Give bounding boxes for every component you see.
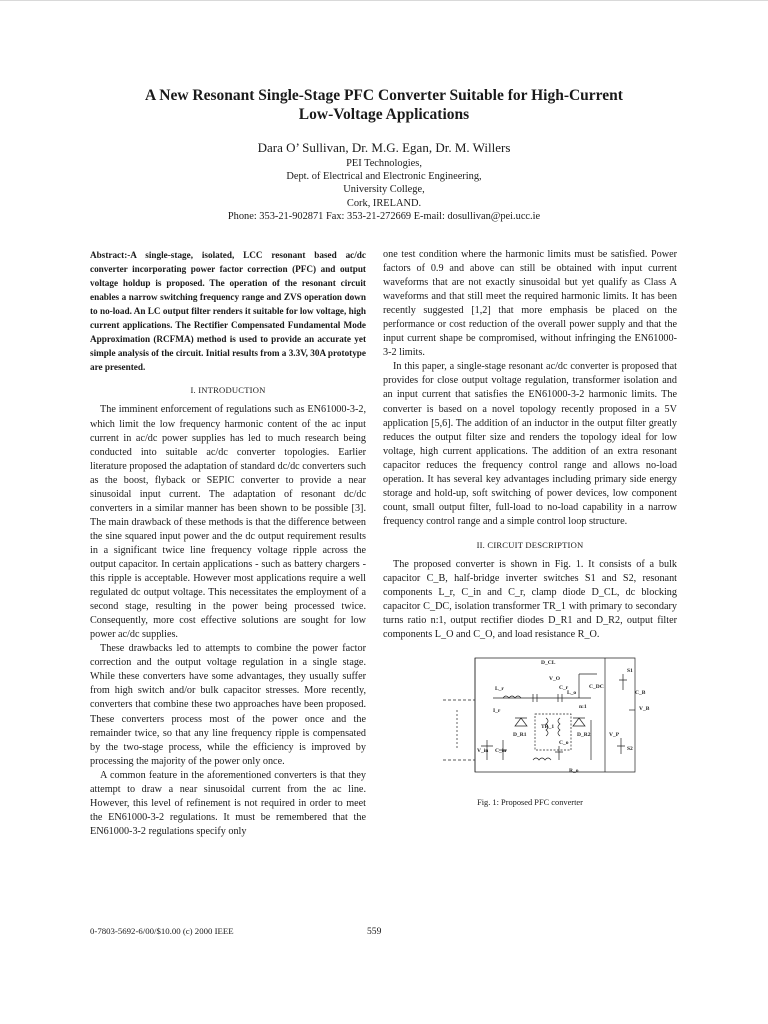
- label-tr1: TR_1: [541, 724, 555, 731]
- label-cdc: C_DC: [589, 684, 604, 691]
- label-turns-ratio: n:1: [579, 704, 587, 711]
- affiliation-block: [40, 157, 728, 223]
- affiliation-line: PEI Technologies,: [346, 158, 422, 169]
- affiliation-line: University College,: [343, 184, 425, 196]
- label-ro: R_o: [569, 768, 579, 775]
- copyright-footer: 0-7803-5692-6/00/$10.00 (c) 2000 IEEE: [90, 926, 234, 936]
- figure-caption: Fig. 1: Proposed PFC converter: [477, 798, 583, 808]
- body-paragraph: one test condition where the harmonic limits must be satisfied. Power factors of 0.9 and above can still be obtained with input current waveforms that are not exactly sinusoidal but yet qualify as Class A waveforms and that still meet the required harmonic limits. It has been recently suggested [1,2] that more emphasis be placed on the performance or cost reduction of the overall power supply and that the input current shape be compromised, without infringing the EN61000-3-2 limits.: [383, 249, 677, 359]
- right-column: [383, 248, 677, 810]
- label-vp: V_P: [609, 732, 620, 739]
- label-vo: V_O: [549, 676, 560, 683]
- label-cb: C_B: [635, 690, 646, 697]
- body-paragraph: The proposed converter is shown in Fig. 1. It consists of a bulk capacitor C_B, half-bridge inverter switches S1 and S2, resonant components L_r, C_in and C_r, clamp diode D_CL, dc blocking capacitor C_DC, isolation transformer TR_1 with primary to secondary turns ratio n:1, output rectifier diodes D_R1 and D_R2, output filter components L_O and C_O, and load resistance R_O.: [383, 558, 677, 641]
- label-lr: L_r: [495, 686, 504, 693]
- body-paragraph: The imminent enforcement of regulations such as EN61000-3-2, which limit the low frequency harmonic content of the ac input current in ac/dc power supplies has led to much research being conducted into suitable ac/dc converter topologies. Earlier literature proposed the adaptation of standard dc/dc converters such as the boost, flyback or SEPIC converter to provide a near sinusoidal input current. The adaptation of resonant dc/dc converters in a similar manner has been shown to be possible [3]. The main drawback of these methods is that the difference between the sine squared input power and the dc output requirement results in a significant twice line frequency voltage ripple across the output capacitor. In certain applications - such as battery chargers - this ripple is acceptable. However most applications require a well regulated dc output voltage. This necessitates the employment of a second stage, resulting in the power being processed twice. Consequently, more cost effective solutions are sought for low power ac/dc supplies.: [90, 404, 366, 641]
- label-dcl: D_CL: [541, 660, 556, 667]
- page-number: 559: [367, 926, 382, 937]
- section-heading-introduction: I. INTRODUCTION: [190, 385, 266, 396]
- label-cin: C_in: [495, 748, 507, 755]
- paper-title: [40, 86, 728, 124]
- label-dr1: D_R1: [513, 732, 527, 739]
- label-cr: C_r: [559, 685, 569, 692]
- affiliation-line: Dept. of Electrical and Electronic Engineering,: [286, 171, 482, 183]
- body-paragraph: These drawbacks led to attempts to combine the power factor correction and the output voltage regulation in a single stage. While these converters have some advantages, they usually suffer from high switch and/or bulk capacitor stresses. More recently, converters that combine these two approaches have been proposed. These converters process most of the power once and the remainder twice, so that any line frequency ripple is compensated by the two-stage process, while the efficiency is improved by processing the majority of the power only once.: [90, 643, 366, 767]
- circuit-schematic: [383, 650, 677, 782]
- label-vin: V_in: [477, 748, 489, 755]
- label-vb: V_B: [639, 706, 650, 713]
- circuit-figure: [383, 650, 677, 782]
- label-s1: S1: [627, 668, 633, 675]
- abstract: Abstract:-A single-stage, isolated, LCC resonant based ac/dc converter incorporating power factor correction (PFC) and output voltage holdup is proposed. The operation of the resonant circuit enables a narrow switching frequency range and ZVS operation down to no-load. An LC output filter renders it suitable for low voltage, high current applications. The Rectifier Compensated Fundamental Mode Approximation (RCFMA) method is used to provide an accurate yet simple analysis of the circuit. Initial results from a 3.3V, 30A prototype are presented.: [90, 250, 366, 373]
- left-column: [90, 248, 366, 839]
- label-ir: I_r: [493, 708, 501, 715]
- contact-line: Phone: 353-21-902871 Fax: 353-21-272669 E-mail: dosullivan@pei.ucc.ie: [227, 210, 541, 222]
- scan-edge: [0, 0, 768, 1]
- author-list: Dara O’ Sullivan, Dr. M.G. Egan, Dr. M. Willers: [257, 140, 511, 155]
- label-co: C_o: [559, 740, 569, 747]
- label-s2: S2: [627, 746, 633, 753]
- section-heading-circuit: II. CIRCUIT DESCRIPTION: [476, 539, 584, 550]
- title-line-1: A New Resonant Single-Stage PFC Converter Suitable for High-Current: [145, 87, 623, 104]
- body-paragraph: In this paper, a single-stage resonant ac/dc converter is proposed that provides for close output voltage regulation, transformer isolation and an input current that satisfies the EN61000-3-2 harmonic limits. The converter is based on a novel topology recently proposed in a 5V application [5,6]. The addition of an inductor in the output filter greatly reduces the output filter size and renders the topology ideal for low voltage, high current applications. The addition of an extra resonant capacitor reduces the frequency control range and allows no-load operation. It has several key advantages including primary side energy storage and hold-up, soft switching of power devices, low component count, small output filter, full-load to no-load capability in a narrow frequency control range and a simple control loop structure.: [383, 361, 677, 527]
- label-dr2: D_R2: [577, 732, 591, 739]
- body-paragraph: A common feature in the aforementioned converters is that they attempt to draw a near sinusoidal current from the ac line. However, this level of refinement is not required in order to meet the EN61000-3-2 regulations. It must be remembered that the EN61000-3-2 regulations specify only: [90, 769, 366, 837]
- title-line-2: Low-Voltage Applications: [298, 106, 470, 123]
- affiliation-line: Cork, IRELAND.: [346, 197, 422, 209]
- label-lo: L_o: [567, 690, 577, 697]
